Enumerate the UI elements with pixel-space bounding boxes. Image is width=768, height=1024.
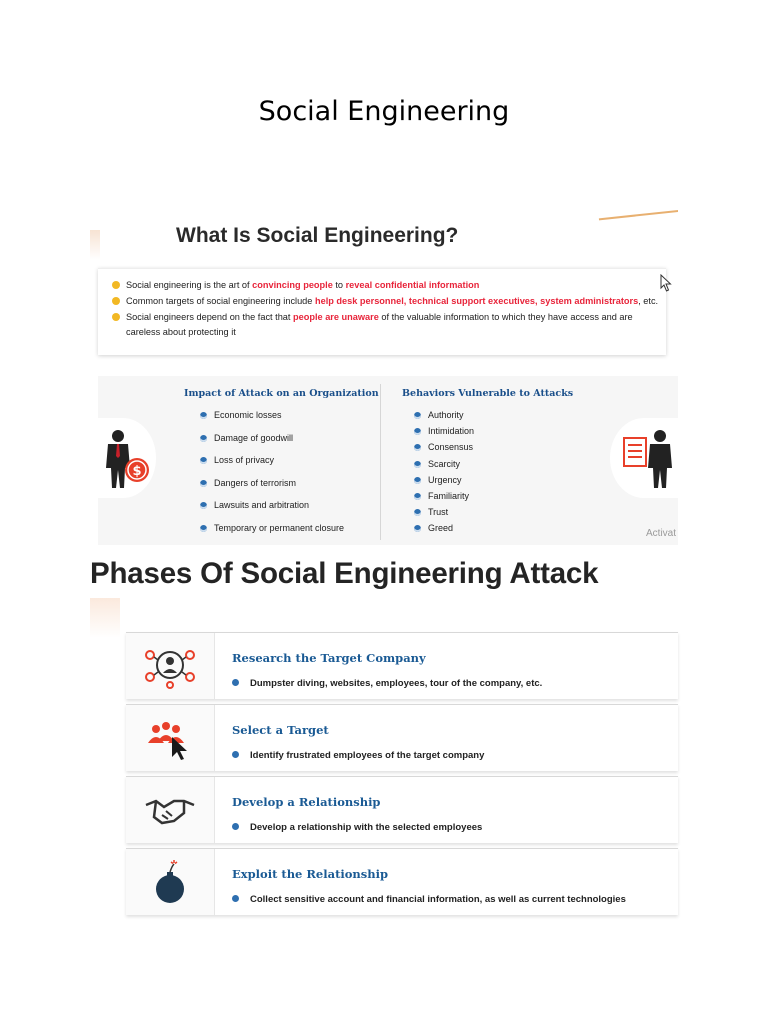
phase-description: Develop a relationship with the selected employees bbox=[250, 822, 483, 833]
impact-list bbox=[200, 410, 344, 545]
list-item-text: Lawsuits and arbitration bbox=[214, 500, 310, 510]
column-divider bbox=[380, 384, 381, 540]
bullet-text: , etc. bbox=[638, 296, 659, 306]
phase-description: Collect sensitive account and financial information, as well as current technologies bbox=[250, 894, 626, 905]
list-item bbox=[414, 507, 474, 523]
bullet-icon bbox=[414, 461, 421, 468]
phase-exploit-relationship bbox=[126, 848, 678, 915]
list-item bbox=[414, 442, 474, 458]
list-item bbox=[200, 433, 344, 456]
highlight-text: help desk personnel, technical support executives, system administrators bbox=[314, 296, 639, 306]
bullet-icon bbox=[414, 444, 421, 451]
bullet-icon bbox=[200, 435, 207, 442]
impact-behaviors-panel bbox=[98, 376, 678, 545]
highlight-text: people are unaware bbox=[293, 312, 379, 322]
businessman-money-icon bbox=[98, 428, 156, 490]
list-item bbox=[200, 523, 344, 546]
list-item-text: Temporary or permanent closure bbox=[214, 522, 345, 533]
list-item bbox=[200, 500, 344, 523]
list-item-text: Trust bbox=[428, 507, 449, 518]
list-item bbox=[414, 475, 474, 491]
bullet-icon bbox=[232, 751, 239, 758]
list-item bbox=[414, 426, 474, 442]
bullet-icon bbox=[200, 502, 207, 509]
handshake-icon bbox=[144, 787, 196, 833]
bullet-item bbox=[112, 310, 662, 340]
list-item-text: Familiarity bbox=[428, 490, 470, 501]
bullet-icon bbox=[200, 457, 207, 464]
phase-research bbox=[126, 632, 678, 699]
svg-text:$: $ bbox=[132, 464, 142, 479]
slide-heading: What Is Social Engineering? bbox=[176, 224, 459, 247]
list-item bbox=[414, 410, 474, 426]
bullet-icon bbox=[414, 493, 421, 500]
decorative-line bbox=[598, 200, 678, 220]
list-item-text: Intimidation bbox=[428, 426, 475, 437]
network-person-icon bbox=[144, 643, 196, 689]
watermark-text: Activat bbox=[646, 528, 677, 539]
mouse-cursor-icon bbox=[660, 274, 672, 292]
businessman-document-icon bbox=[620, 428, 676, 490]
phases-title: Phases Of Social Engineering Attack bbox=[90, 557, 599, 590]
list-item bbox=[200, 410, 344, 433]
bullet-item bbox=[112, 294, 662, 309]
bullet-text: to bbox=[332, 280, 346, 290]
slide-what-is-social-engineering bbox=[90, 200, 678, 545]
bullet-dot-icon bbox=[112, 297, 120, 305]
decorative-shape bbox=[90, 230, 100, 260]
phase-select-target bbox=[126, 704, 678, 771]
bullet-icon bbox=[200, 412, 207, 419]
bullet-icon bbox=[414, 509, 421, 516]
phases-list bbox=[126, 632, 678, 920]
list-item-text: Scarcity bbox=[428, 458, 461, 469]
list-item bbox=[200, 478, 344, 501]
bomb-icon bbox=[144, 859, 196, 905]
bullet-text: Common targets of social engineering include bbox=[126, 296, 315, 306]
phase-description: Identify frustrated employees of the target company bbox=[250, 750, 485, 761]
phase-title: Exploit the Relationship bbox=[232, 867, 389, 881]
list-item-text: Authority bbox=[428, 410, 464, 420]
list-item bbox=[414, 491, 474, 507]
list-item bbox=[414, 523, 474, 539]
bullet-icon bbox=[414, 477, 421, 484]
bullet-icon bbox=[200, 480, 207, 487]
highlight-text: convincing people bbox=[252, 280, 333, 290]
behaviors-list bbox=[414, 410, 474, 540]
list-item bbox=[414, 459, 474, 475]
phase-title: Research the Target Company bbox=[232, 651, 426, 665]
bullet-icon bbox=[200, 525, 207, 532]
list-item-text: Economic losses bbox=[214, 410, 282, 420]
bullet-text: Social engineers depend on the fact that bbox=[126, 312, 294, 322]
bullet-icon bbox=[414, 412, 421, 419]
list-item bbox=[200, 455, 344, 478]
bullet-text: Social engineering is the art of bbox=[126, 280, 253, 290]
list-item-text: Urgency bbox=[428, 474, 462, 485]
list-item-text: Damage of goodwill bbox=[214, 432, 294, 443]
phase-develop-relationship bbox=[126, 776, 678, 843]
bullet-icon bbox=[414, 525, 421, 532]
list-item-text: Dangers of terrorism bbox=[214, 477, 297, 488]
bullet-icon bbox=[232, 895, 239, 902]
bullet-item bbox=[112, 278, 662, 293]
list-item-text: Consensus bbox=[428, 442, 474, 453]
phase-title: Select a Target bbox=[232, 723, 329, 737]
bullet-text: of the valuable information to which they have access and are careless about protecting it bbox=[126, 312, 633, 337]
decorative-shape bbox=[90, 598, 120, 638]
bullet-dot-icon bbox=[112, 313, 120, 321]
definition-bullets bbox=[112, 278, 662, 341]
highlight-text: reveal confidential information bbox=[345, 280, 480, 290]
phase-title: Develop a Relationship bbox=[232, 795, 381, 809]
bullet-dot-icon bbox=[112, 281, 120, 289]
behaviors-heading: Behaviors Vulnerable to Attacks bbox=[402, 388, 574, 399]
bullet-icon bbox=[414, 428, 421, 435]
phase-description: Dumpster diving, websites, employees, tour of the company, etc. bbox=[250, 678, 543, 689]
bullet-icon bbox=[232, 823, 239, 830]
document-title: Social Engineering bbox=[258, 96, 510, 127]
impact-heading: Impact of Attack on an Organization bbox=[184, 388, 379, 399]
list-item-text: Greed bbox=[428, 523, 454, 534]
crowd-cursor-icon bbox=[144, 715, 196, 761]
bullet-icon bbox=[232, 679, 239, 686]
list-item-text: Loss of privacy bbox=[214, 455, 275, 465]
